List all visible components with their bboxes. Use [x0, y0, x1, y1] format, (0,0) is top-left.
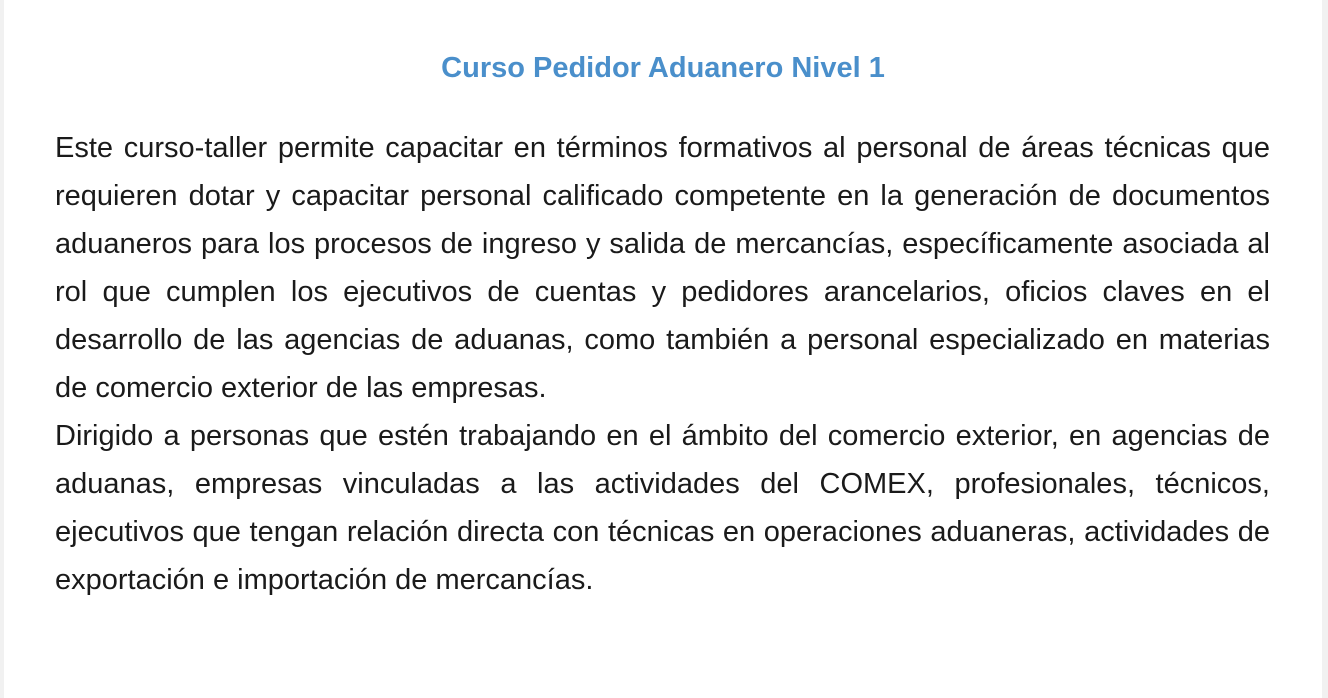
course-title: Curso Pedidor Aduanero Nivel 1 — [441, 52, 885, 84]
course-description-panel — [4, 0, 1322, 698]
course-intro-paragraph: Este curso-taller permite capacitar en términos formativos al personal de áreas técnicas que requieren dotar y capacitar personal calificado competente en la generación de documentos aduaneros para los procesos de ingreso y salida de mercancías, específicamente asociada al rol que cumplen los ejecutivos de cuentas y pedidores arancelarios, oficios claves en el desarrollo de las agencias de aduanas, como también a personal especializado en materias de comercio exterior de las empresas. — [55, 132, 1270, 404]
course-audience-paragraph: Dirigido a personas que estén trabajando en el ámbito del comercio exterior, en agencias de aduanas, empresas vinculadas a las actividades del COMEX, profesionales, técnicos, ejecutivos que tengan relación directa con técnicas en operaciones aduaneras, actividades de exportación e importación de mercancías. — [55, 420, 1270, 596]
course-description — [55, 124, 1270, 604]
